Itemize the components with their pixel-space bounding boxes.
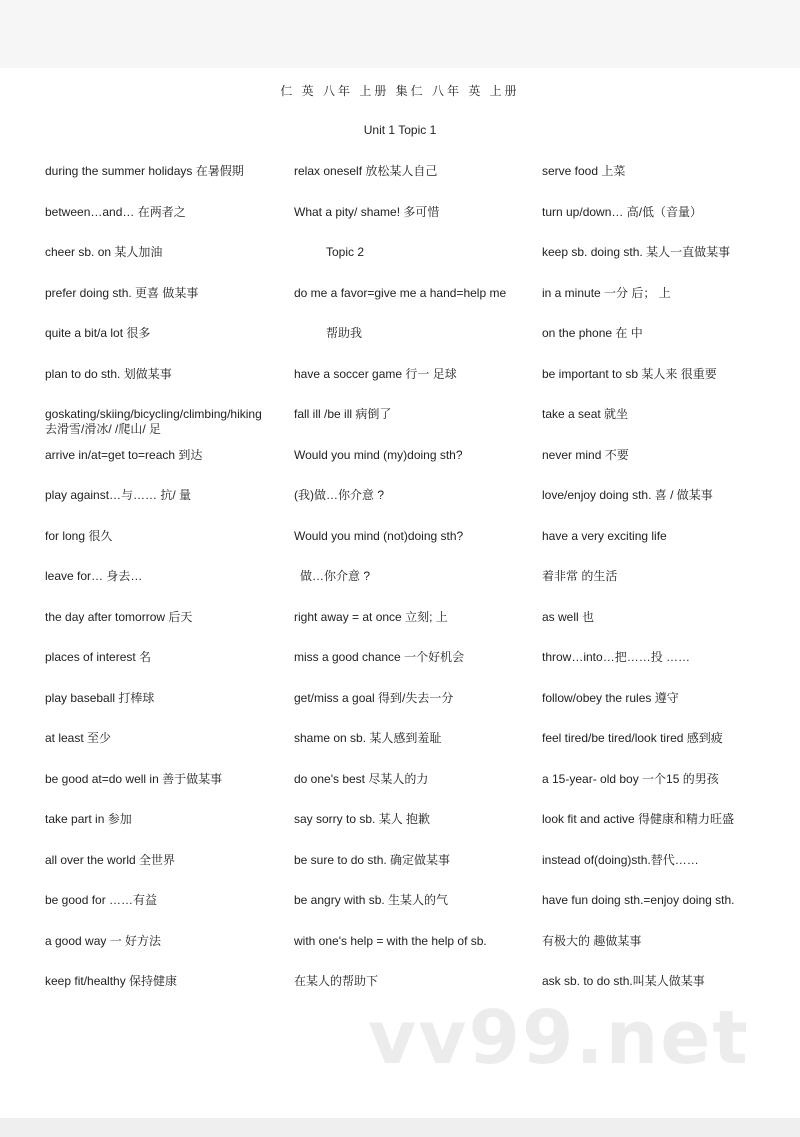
vocab-entry: keep sb. doing sth. 某人一直做某事	[542, 245, 731, 259]
vocab-entry: do me a favor=give me a hand=help me	[294, 285, 507, 300]
vocab-entry: right away = at once 立刻; 上	[294, 609, 448, 624]
vocab-entry: What a pity/ shame! 多可惜	[294, 204, 440, 219]
vocab-entry: plan to do sth. 划做某事	[45, 366, 172, 381]
vocab-translation: 在某人的帮助下	[294, 974, 379, 988]
vocab-translation: 有极大的 趣做某事	[542, 933, 642, 948]
page-header: 仁 英 八年 上册 集仁 八年 英 上册	[280, 84, 520, 98]
vocab-entry: take part in 参加	[45, 812, 132, 826]
vocab-entry: have a soccer game 行一 足球	[294, 366, 457, 381]
vocab-entry: leave for… 身去…	[45, 569, 143, 583]
vocab-entry: cheer sb. on 某人加油	[45, 245, 163, 259]
vocab-entry: during the summer holidays 在暑假期	[45, 164, 244, 178]
vocab-translation: 着非常 的生活	[542, 569, 618, 583]
vocab-entry: the day after tomorrow 后天	[45, 609, 193, 624]
bottom-margin-band	[0, 1118, 800, 1137]
vocab-entry: Would you mind (my)doing sth?	[294, 447, 463, 462]
vocab-translation: (我)做…你介意 ?	[294, 488, 385, 502]
vocab-entry: do one's best 尽某人的力	[294, 771, 429, 786]
vocab-entry: places of interest 名	[45, 650, 152, 664]
vocab-entry: on the phone 在 中	[542, 326, 643, 340]
vocab-entry: play against…与…… 抗/ 量	[45, 488, 192, 502]
vocab-entry: instead of(doing)sth.替代……	[542, 852, 699, 867]
vocab-entry: ask sb. to do sth.叫某人做某事	[542, 974, 705, 988]
vocab-entry: never mind 不要	[542, 447, 629, 462]
vocab-entry: be good at=do well in 善于做某事	[45, 771, 223, 786]
vocab-entry: follow/obey the rules 遵守	[542, 690, 679, 705]
vocab-entry: be angry with sb. 生某人的气	[294, 893, 449, 907]
vocab-entry: play baseball 打棒球	[45, 690, 155, 705]
vocab-entry: at least 至少	[45, 731, 112, 745]
vocab-entry: a 15-year- old boy 一个15 的男孩	[542, 771, 719, 786]
vocab-entry: say sorry to sb. 某人 抱歉	[294, 812, 431, 826]
vocab-entry: quite a bit/a lot 很多	[45, 326, 151, 340]
vocab-column-1	[45, 164, 277, 1015]
topic-heading: Topic 2	[326, 245, 365, 259]
vocab-entry: be sure to do sth. 确定做某事	[294, 852, 451, 867]
vocab-entry: with one's help = with the help of sb.	[294, 933, 487, 948]
vocab-entry: for long 很久	[45, 528, 113, 543]
vocab-entry: in a minute 一分 后； 上	[542, 285, 671, 300]
vocab-entry: serve food 上菜	[542, 164, 626, 178]
vocab-column-3	[542, 164, 774, 1015]
vocab-entry: keep fit/healthy 保持健康	[45, 974, 178, 988]
vocab-entry: as well 也	[542, 609, 595, 624]
vocab-entry: have a very exciting life	[542, 528, 667, 543]
vocab-entry: love/enjoy doing sth. 喜 / 做某事	[542, 488, 713, 502]
vocab-column-2	[294, 164, 526, 1015]
vocab-entry: all over the world 全世界	[45, 852, 176, 867]
vocab-entry: prefer doing sth. 更喜 做某事	[45, 285, 199, 300]
vocab-translation: 帮助我	[326, 326, 363, 340]
site-watermark: vv99.net	[368, 995, 750, 1081]
vocab-entry: arrive in/at=get to=reach 到达	[45, 447, 203, 462]
vocab-entry: look fit and active 得健康和精力旺盛	[542, 812, 735, 826]
vocab-entry: throw…into…把……投 ……	[542, 650, 691, 664]
vocab-entry: between…and… 在两者之	[45, 204, 186, 219]
vocab-entry: get/miss a goal 得到/失去一分	[294, 690, 454, 705]
vocab-entry: be important to sb 某人来 很重要	[542, 366, 717, 381]
vocab-entry: fall ill /be ill 病倒了	[294, 407, 392, 421]
vocab-entry: miss a good chance 一个好机会	[294, 650, 465, 664]
vocab-entry: have fun doing sth.=enjoy doing sth.	[542, 893, 735, 907]
vocab-translation: 做…你介意 ?	[300, 569, 371, 583]
vocab-entry: shame on sb. 某人感到羞耻	[294, 731, 442, 745]
vocab-entry: relax oneself 放松某人自己	[294, 164, 438, 178]
vocab-entry: feel tired/be tired/look tired 感到疲	[542, 731, 723, 745]
vocab-entry: goskating/skiing/bicycling/climbing/hiking 去滑雪/滑冰/ /爬山/ 足	[45, 407, 262, 436]
page-title: Unit 1 Topic 1	[363, 123, 437, 137]
vocab-entry: Would you mind (not)doing sth?	[294, 528, 464, 543]
vocab-entry: be good for ……有益	[45, 893, 158, 907]
vocab-entry: a good way 一 好方法	[45, 933, 162, 948]
vocab-entry: take a seat 就坐	[542, 407, 629, 421]
vocab-entry: turn up/down… 高/低（音量）	[542, 204, 703, 219]
top-margin-band	[0, 0, 800, 68]
